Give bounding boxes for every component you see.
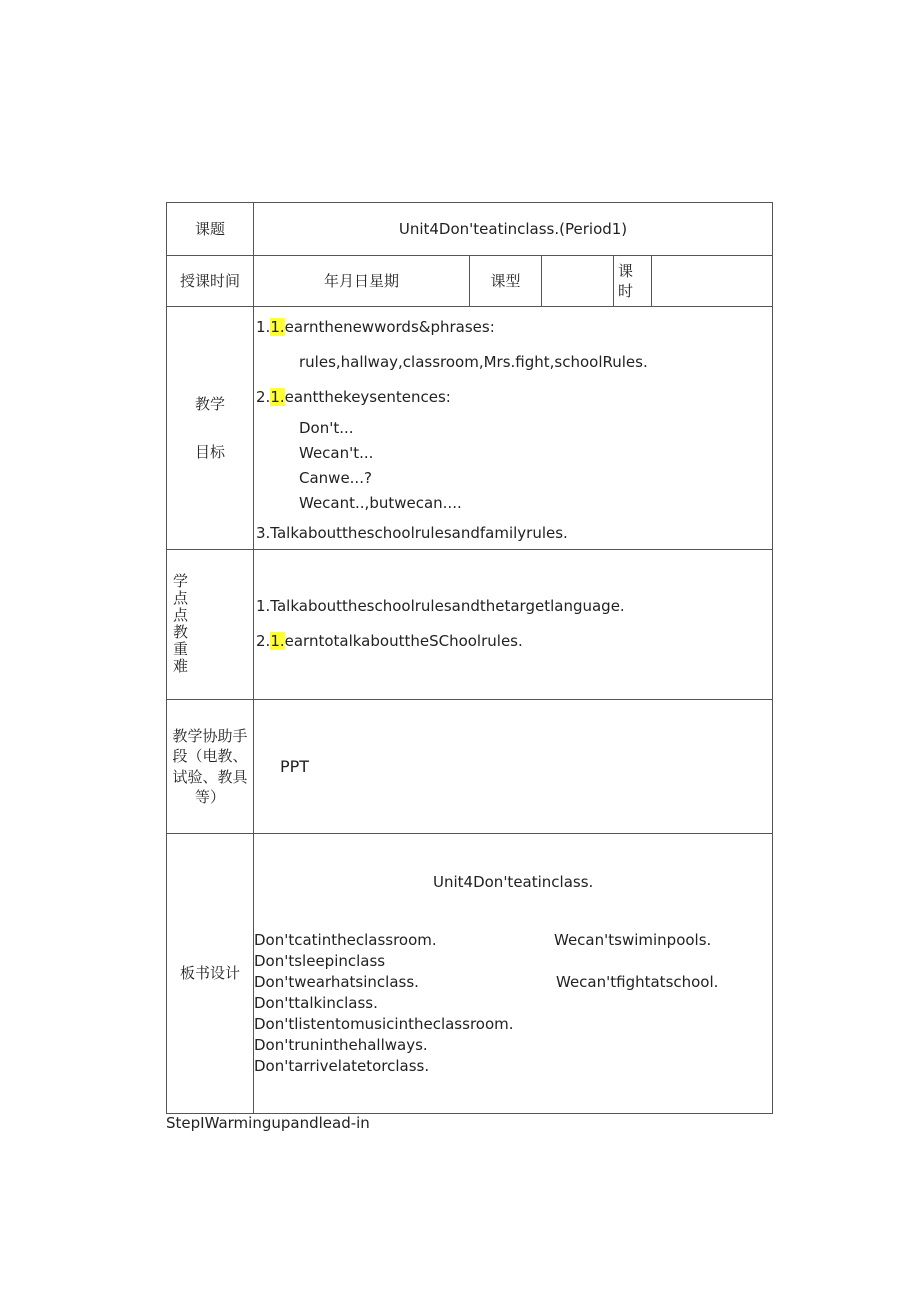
goal-1-highlight: 1. (270, 318, 285, 336)
label-time: 授课时间 (167, 256, 254, 307)
sentence-2: Wecan't... (299, 444, 374, 462)
keypoint-2 (256, 631, 523, 651)
row-goals (167, 307, 773, 550)
label-goals (167, 307, 254, 550)
keypoint-2-highlight: 1. (270, 632, 285, 650)
keypoint-char-1: 学 (173, 571, 189, 590)
step-heading: StepIWarmingupandlead-in (166, 1114, 370, 1132)
sentence-4: Wecant..,butwecan.... (299, 494, 462, 512)
label-period-top: 课 (618, 261, 634, 280)
goal-1-words: rules,hallway,classroom,Mrs.fight,schoolRules. (299, 353, 648, 371)
keypoint-char-4: 教 (173, 622, 189, 641)
sentence-1: Don't... (299, 419, 354, 437)
keypoint-char-3: 点 (173, 605, 189, 624)
keypoint-char-2: 点 (173, 588, 189, 607)
goal-1 (256, 317, 495, 337)
goal-3: 3.Talkabouttheschoolrulesandfamilyrules. (256, 524, 568, 542)
label-period (614, 256, 652, 307)
row-aids (167, 700, 773, 834)
label-lesson-type: 课型 (470, 256, 542, 307)
keypoint-1: 1.Talkabouttheschoolrulesandthetargetlanguage. (256, 597, 625, 615)
board-left-1: Don'tcatintheclassroom. (254, 931, 437, 949)
board-left-7: Don'tarrivelatetorclass. (254, 1057, 430, 1075)
aids-value: PPT (254, 700, 773, 834)
goal-2-text: eantthekeysentences: (284, 388, 451, 406)
goal-1-text: earnthenewwords&phrases: (284, 318, 495, 336)
aids-line-1: 教学协助手 (172, 727, 248, 745)
label-goals-top: 教学 (194, 394, 225, 413)
board-left-5: Don'tlistentomusicintheclassroom. (254, 1015, 514, 1033)
goal-2-num: 2. (256, 388, 271, 406)
lesson-plan-table (166, 202, 773, 1114)
period-value (652, 256, 773, 307)
board-left-6: Don'truninthehallways. (254, 1036, 428, 1054)
board-left-3: Don'twearhatsinclass. (254, 973, 419, 991)
keypoint-2-num: 2. (256, 632, 271, 650)
aids-line-3: 试验、教具 (172, 767, 248, 786)
row-topic (167, 203, 773, 256)
goal-2-highlight: 1. (270, 388, 285, 406)
keypoint-char-5: 重 (173, 639, 189, 658)
row-time (167, 256, 773, 307)
label-keypoints (167, 550, 254, 700)
sentence-3: Canwe...? (299, 469, 372, 487)
lesson-title: Unit4Don'teatinclass.(Period1) (254, 203, 773, 256)
label-topic: 课题 (167, 203, 254, 256)
row-board (167, 834, 773, 1114)
label-period-bottom: 时 (618, 282, 634, 300)
row-keypoints (167, 550, 773, 700)
date-value: 年月日星期 (254, 256, 470, 307)
aids-line-2: 段（电教、 (172, 747, 248, 766)
keypoints-cell (254, 550, 773, 700)
board-title: Unit4Don'teatinclass. (433, 873, 594, 891)
label-aids (167, 700, 254, 834)
board-right-1: Wecan'tswiminpools. (554, 931, 712, 949)
aids-line-4: 等） (194, 787, 225, 806)
goals-cell (254, 307, 773, 550)
label-board: 板书设计 (167, 834, 254, 1114)
board-right-2: Wecan'tfightatschool. (556, 973, 719, 991)
goal-1-num: 1. (256, 318, 271, 336)
board-left-4: Don'ttalkinclass. (254, 994, 378, 1012)
label-goals-bottom: 目标 (194, 443, 225, 461)
goal-2 (256, 387, 451, 407)
board-left-2: Don'tsleepinclass (254, 952, 386, 970)
lesson-type-value (542, 256, 614, 307)
board-cell (254, 834, 773, 1114)
keypoint-char-6: 难 (173, 656, 189, 675)
keypoint-2-text: earntotalkabouttheSChoolrules. (284, 632, 523, 650)
